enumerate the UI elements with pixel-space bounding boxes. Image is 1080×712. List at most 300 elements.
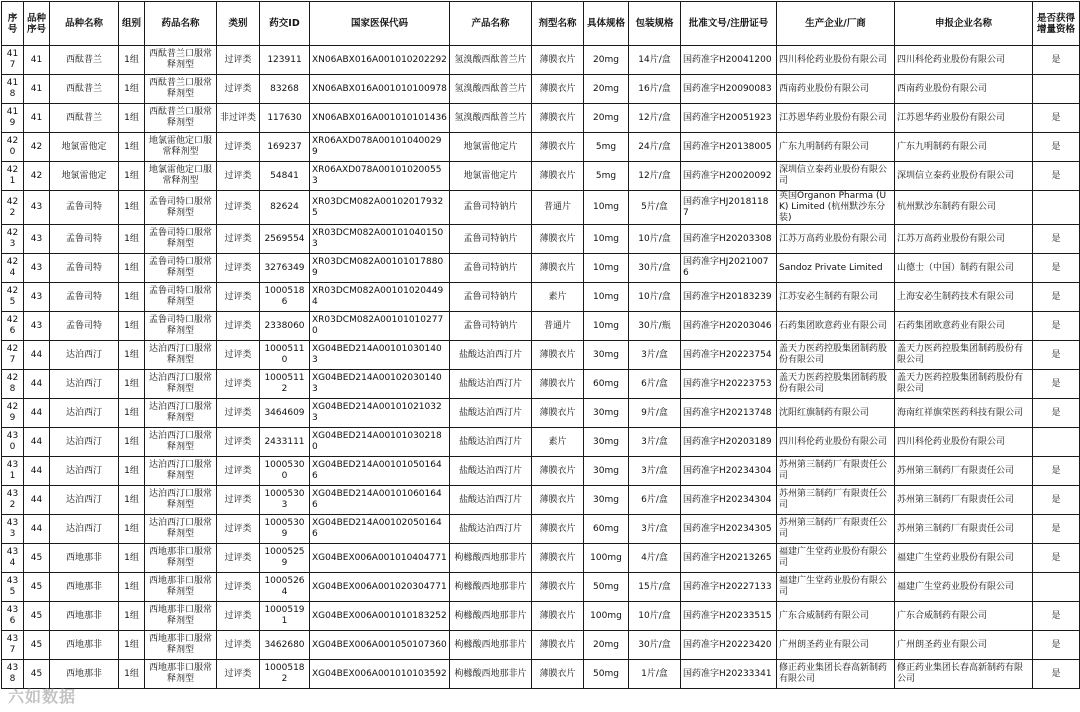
col-applicant-cell: 盖天力医药控股集团制药股份有限公司 [895, 370, 1033, 399]
col-product-name-cell: 孟鲁司特钠片 [450, 191, 532, 225]
col-drug-name-cell: 达泊西汀口服常释剂型 [145, 486, 217, 515]
col-approval-no-cell: 国药准字H20203046 [681, 312, 777, 341]
col-applicant-cell: 山德士（中国）制药有限公司 [895, 254, 1033, 283]
col-group-cell: 1组 [119, 191, 145, 225]
col-applicant-cell: 苏州第三制药厂有限责任公司 [895, 457, 1033, 486]
col-manufacturer-cell: Sandoz Private Limited [777, 254, 895, 283]
col-seq-cell: 422 [2, 191, 24, 225]
col-category-cell: 过评类 [217, 602, 260, 631]
col-package-cell: 30片/盒 [629, 254, 681, 283]
col-approval-no-cell: 国药准字H20213748 [681, 399, 777, 428]
col-drug-name-cell: 孟鲁司特口服常释剂型 [145, 225, 217, 254]
col-drug-name-cell: 地氯雷他定口服常释剂型 [145, 133, 217, 162]
col-variety-seq-cell: 45 [24, 660, 50, 689]
col-insurance-code-cell: XN06ABX016A001010100978 [310, 75, 450, 104]
col-category-cell: 过评类 [217, 399, 260, 428]
col-insurance-code-cell: XG04BEX006A001050107360 [310, 631, 450, 660]
col-group-cell: 1组 [119, 573, 145, 602]
col-insurance-code-cell: XR03DCM082A001010204494 [310, 283, 450, 312]
col-package-cell: 12片/盒 [629, 162, 681, 191]
col-manufacturer-cell: 沈阳红旗制药有限公司 [777, 399, 895, 428]
col-group-cell: 1组 [119, 162, 145, 191]
col-insurance-code-cell: XR03DCM082A001010178809 [310, 254, 450, 283]
col-insurance-code-cell: XG04BED214A001020501646 [310, 515, 450, 544]
col-variety-seq-cell: 41 [24, 75, 50, 104]
col-manufacturer-cell: 苏州第三制药厂有限责任公司 [777, 515, 895, 544]
col-package-cell: 14片/盒 [629, 46, 681, 75]
table-row [2, 312, 1080, 341]
col-product-name-cell: 盐酸达泊西汀片 [450, 370, 532, 399]
col-trade-id-cell: 3464609 [260, 399, 310, 428]
col-strength-cell: 20mg [584, 46, 629, 75]
col-category-cell: 过评类 [217, 370, 260, 399]
col-package-cell: 10片/盒 [629, 283, 681, 312]
col-insurance-code-cell: XG04BED214A001010301403 [310, 341, 450, 370]
header-seq: 序号 [2, 2, 24, 46]
col-applicant-cell: 海南红祥旗荣医药科技有限公司 [895, 399, 1033, 428]
col-drug-name-cell: 达泊西汀口服常释剂型 [145, 399, 217, 428]
col-product-name-cell: 盐酸达泊西汀片 [450, 428, 532, 457]
col-category-cell: 过评类 [217, 75, 260, 104]
col-group-cell: 1组 [119, 515, 145, 544]
col-eligibility-cell: 是 [1033, 660, 1080, 689]
col-package-cell: 4片/盒 [629, 544, 681, 573]
col-applicant-cell: 江苏万高药业股份有限公司 [895, 225, 1033, 254]
col-category-cell: 过评类 [217, 660, 260, 689]
col-dosage-form-cell: 薄膜衣片 [532, 602, 584, 631]
table-row [2, 515, 1080, 544]
col-approval-no-cell: 国药准字H20233515 [681, 602, 777, 631]
col-product-name-cell: 盐酸达泊西汀片 [450, 515, 532, 544]
col-dosage-form-cell: 素片 [532, 428, 584, 457]
col-package-cell: 16片/盒 [629, 75, 681, 104]
col-group-cell: 1组 [119, 312, 145, 341]
col-product-name-cell: 枸橼酸西地那非片 [450, 602, 532, 631]
table-row [2, 75, 1080, 104]
col-manufacturer-cell: 广东合威制药有限公司 [777, 602, 895, 631]
col-manufacturer-cell: 苏州第三制药厂有限责任公司 [777, 457, 895, 486]
col-seq-cell: 428 [2, 370, 24, 399]
col-strength-cell: 50mg [584, 660, 629, 689]
col-package-cell: 3片/盒 [629, 428, 681, 457]
header-category: 类别 [217, 2, 260, 46]
col-variety-seq-cell: 44 [24, 486, 50, 515]
col-insurance-code-cell: XG04BED214A001010601646 [310, 486, 450, 515]
col-category-cell: 过评类 [217, 133, 260, 162]
table-row [2, 370, 1080, 399]
col-approval-no-cell: 国药准字H20020092 [681, 162, 777, 191]
col-group-cell: 1组 [119, 399, 145, 428]
col-seq-cell: 419 [2, 104, 24, 133]
col-group-cell: 1组 [119, 75, 145, 104]
col-variety-name-cell: 孟鲁司特 [50, 191, 119, 225]
col-seq-cell: 435 [2, 573, 24, 602]
col-variety-seq-cell: 44 [24, 457, 50, 486]
col-variety-seq-cell: 43 [24, 283, 50, 312]
col-product-name-cell: 盐酸达泊西汀片 [450, 399, 532, 428]
col-insurance-code-cell: XG04BEX006A001010404771 [310, 544, 450, 573]
col-dosage-form-cell: 薄膜衣片 [532, 370, 584, 399]
col-approval-no-cell: 国药准字H20213265 [681, 544, 777, 573]
col-package-cell: 30片/盒 [629, 631, 681, 660]
col-approval-no-cell: 国药准字HJ20181187 [681, 191, 777, 225]
col-variety-seq-cell: 43 [24, 225, 50, 254]
col-package-cell: 6片/盒 [629, 486, 681, 515]
col-eligibility-cell: 是 [1033, 254, 1080, 283]
col-package-cell: 6片/盒 [629, 370, 681, 399]
col-variety-seq-cell: 41 [24, 104, 50, 133]
header-variety-name: 品种名称 [50, 2, 119, 46]
col-manufacturer-cell: 西南药业股份有限公司 [777, 75, 895, 104]
col-variety-seq-cell: 44 [24, 428, 50, 457]
col-eligibility-cell [1033, 428, 1080, 457]
col-drug-name-cell: 达泊西汀口服常释剂型 [145, 515, 217, 544]
col-manufacturer-cell: 修正药业集团长春高新制药有限公司 [777, 660, 895, 689]
col-approval-no-cell: 国药准字H20233341 [681, 660, 777, 689]
col-insurance-code-cell: XG04BED214A001010302180 [310, 428, 450, 457]
header-group: 组别 [119, 2, 145, 46]
col-product-name-cell: 孟鲁司特钠片 [450, 254, 532, 283]
col-variety-name-cell: 西地那非 [50, 544, 119, 573]
col-applicant-cell: 深圳信立泰药业股份有限公司 [895, 162, 1033, 191]
table-row [2, 133, 1080, 162]
col-strength-cell: 10mg [584, 225, 629, 254]
header-applicant: 申报企业名称 [895, 2, 1033, 46]
col-group-cell: 1组 [119, 254, 145, 283]
col-variety-seq-cell: 41 [24, 46, 50, 75]
col-category-cell: 过评类 [217, 254, 260, 283]
col-manufacturer-cell: 江苏恩华药业股份有限公司 [777, 104, 895, 133]
col-drug-name-cell: 地氯雷他定口服常释剂型 [145, 162, 217, 191]
header-product-name: 产品名称 [450, 2, 532, 46]
header-trade-id: 药交ID [260, 2, 310, 46]
col-manufacturer-cell: 深圳信立泰药业股份有限公司 [777, 162, 895, 191]
col-category-cell: 过评类 [217, 312, 260, 341]
col-applicant-cell: 江苏恩华药业股份有限公司 [895, 104, 1033, 133]
col-approval-no-cell: 国药准字H20227133 [681, 573, 777, 602]
col-seq-cell: 421 [2, 162, 24, 191]
col-category-cell: 过评类 [217, 341, 260, 370]
col-strength-cell: 20mg [584, 104, 629, 133]
col-dosage-form-cell: 薄膜衣片 [532, 162, 584, 191]
col-strength-cell: 100mg [584, 602, 629, 631]
col-package-cell: 30片/瓶 [629, 312, 681, 341]
col-dosage-form-cell: 薄膜衣片 [532, 254, 584, 283]
col-product-name-cell: 枸橼酸西地那非片 [450, 573, 532, 602]
col-package-cell: 5片/盒 [629, 191, 681, 225]
col-product-name-cell: 盐酸达泊西汀片 [450, 341, 532, 370]
table-row [2, 486, 1080, 515]
col-eligibility-cell: 是 [1033, 515, 1080, 544]
col-strength-cell: 10mg [584, 191, 629, 225]
col-product-name-cell: 枸橼酸西地那非片 [450, 544, 532, 573]
col-strength-cell: 30mg [584, 428, 629, 457]
col-applicant-cell: 广东九明制药有限公司 [895, 133, 1033, 162]
col-dosage-form-cell: 薄膜衣片 [532, 46, 584, 75]
col-product-name-cell: 氢溴酸西酞普兰片 [450, 75, 532, 104]
col-category-cell: 过评类 [217, 46, 260, 75]
table-row [2, 660, 1080, 689]
header-drug-name: 药品名称 [145, 2, 217, 46]
col-drug-name-cell: 西酞普兰口服常释剂型 [145, 75, 217, 104]
table-row [2, 104, 1080, 133]
table-body [2, 46, 1080, 689]
col-dosage-form-cell: 薄膜衣片 [532, 225, 584, 254]
col-variety-name-cell: 孟鲁司特 [50, 225, 119, 254]
col-insurance-code-cell: XG04BED214A001010501646 [310, 457, 450, 486]
col-group-cell: 1组 [119, 225, 145, 254]
header-approval-no: 批准文号/注册证号 [681, 2, 777, 46]
col-applicant-cell: 苏州第三制药厂有限责任公司 [895, 486, 1033, 515]
col-product-name-cell: 枸橼酸西地那非片 [450, 660, 532, 689]
col-trade-id-cell: 10005303 [260, 486, 310, 515]
col-insurance-code-cell: XG04BEX006A001010103592 [310, 660, 450, 689]
col-strength-cell: 30mg [584, 457, 629, 486]
col-trade-id-cell: 10005191 [260, 602, 310, 631]
col-variety-seq-cell: 44 [24, 370, 50, 399]
col-approval-no-cell: 国药准字H20223420 [681, 631, 777, 660]
col-strength-cell: 50mg [584, 573, 629, 602]
col-variety-name-cell: 西酞普兰 [50, 46, 119, 75]
header-dosage-form: 剂型名称 [532, 2, 584, 46]
table-row [2, 544, 1080, 573]
col-applicant-cell: 四川科伦药业股份有限公司 [895, 46, 1033, 75]
col-eligibility-cell: 是 [1033, 225, 1080, 254]
col-manufacturer-cell: 江苏安必生制药有限公司 [777, 283, 895, 312]
col-applicant-cell: 福建广生堂药业股份有限公司 [895, 544, 1033, 573]
col-applicant-cell: 广州朗圣药业有限公司 [895, 631, 1033, 660]
col-trade-id-cell: 10005110 [260, 341, 310, 370]
col-variety-seq-cell: 44 [24, 515, 50, 544]
col-strength-cell: 5mg [584, 133, 629, 162]
col-variety-name-cell: 孟鲁司特 [50, 312, 119, 341]
col-insurance-code-cell: XG04BEX006A001020304771 [310, 573, 450, 602]
col-trade-id-cell: 10005259 [260, 544, 310, 573]
col-group-cell: 1组 [119, 486, 145, 515]
table-row [2, 602, 1080, 631]
col-dosage-form-cell: 薄膜衣片 [532, 133, 584, 162]
header-row [2, 2, 1080, 46]
col-trade-id-cell: 169237 [260, 133, 310, 162]
col-trade-id-cell: 10005264 [260, 573, 310, 602]
col-approval-no-cell: 国药准字H20234304 [681, 486, 777, 515]
col-package-cell: 10片/盒 [629, 602, 681, 631]
col-variety-seq-cell: 43 [24, 312, 50, 341]
col-eligibility-cell: 是 [1033, 46, 1080, 75]
col-group-cell: 1组 [119, 133, 145, 162]
col-variety-name-cell: 西地那非 [50, 573, 119, 602]
col-eligibility-cell: 是 [1033, 631, 1080, 660]
col-variety-name-cell: 西地那非 [50, 660, 119, 689]
col-drug-name-cell: 孟鲁司特口服常释剂型 [145, 191, 217, 225]
col-approval-no-cell: 国药准字HJ20210076 [681, 254, 777, 283]
col-strength-cell: 5mg [584, 162, 629, 191]
col-category-cell: 过评类 [217, 191, 260, 225]
col-variety-name-cell: 达泊西汀 [50, 457, 119, 486]
col-package-cell: 24片/盒 [629, 133, 681, 162]
col-strength-cell: 30mg [584, 486, 629, 515]
col-variety-seq-cell: 43 [24, 191, 50, 225]
col-group-cell: 1组 [119, 283, 145, 312]
col-dosage-form-cell: 薄膜衣片 [532, 515, 584, 544]
col-variety-seq-cell: 42 [24, 133, 50, 162]
col-dosage-form-cell: 素片 [532, 283, 584, 312]
col-product-name-cell: 枸橼酸西地那非片 [450, 631, 532, 660]
col-variety-name-cell: 达泊西汀 [50, 341, 119, 370]
col-approval-no-cell: 国药准字H20234305 [681, 515, 777, 544]
col-category-cell: 过评类 [217, 457, 260, 486]
col-package-cell: 9片/盒 [629, 399, 681, 428]
col-approval-no-cell: 国药准字H20234304 [681, 457, 777, 486]
col-group-cell: 1组 [119, 631, 145, 660]
table-row [2, 283, 1080, 312]
col-eligibility-cell: 是 [1033, 283, 1080, 312]
col-eligibility-cell: 是 [1033, 370, 1080, 399]
col-variety-name-cell: 地氯雷他定 [50, 133, 119, 162]
col-eligibility-cell: 是 [1033, 162, 1080, 191]
col-approval-no-cell: 国药准字H20203189 [681, 428, 777, 457]
header-variety-seq: 品种序号 [24, 2, 50, 46]
col-drug-name-cell: 西地那非口服常释剂型 [145, 573, 217, 602]
col-group-cell: 1组 [119, 46, 145, 75]
col-variety-name-cell: 达泊西汀 [50, 428, 119, 457]
col-manufacturer-cell: 盖天力医药控股集团制药股份有限公司 [777, 370, 895, 399]
col-insurance-code-cell: XG04BED214A001020301403 [310, 370, 450, 399]
col-drug-name-cell: 孟鲁司特口服常释剂型 [145, 312, 217, 341]
col-approval-no-cell: 国药准字H20203308 [681, 225, 777, 254]
col-variety-seq-cell: 45 [24, 631, 50, 660]
col-eligibility-cell: 是 [1033, 399, 1080, 428]
col-eligibility-cell: 是 [1033, 602, 1080, 631]
col-eligibility-cell: 是 [1033, 457, 1080, 486]
col-trade-id-cell: 83268 [260, 75, 310, 104]
col-category-cell: 过评类 [217, 283, 260, 312]
col-seq-cell: 424 [2, 254, 24, 283]
col-package-cell: 1片/盒 [629, 660, 681, 689]
col-seq-cell: 420 [2, 133, 24, 162]
col-manufacturer-cell: 江苏万高药业股份有限公司 [777, 225, 895, 254]
table-row [2, 341, 1080, 370]
col-applicant-cell: 修正药业集团长春高新制药有限公司 [895, 660, 1033, 689]
col-applicant-cell: 广东合威制药有限公司 [895, 602, 1033, 631]
col-category-cell: 过评类 [217, 631, 260, 660]
col-category-cell: 过评类 [217, 486, 260, 515]
col-insurance-code-cell: XN06ABX016A001010202292 [310, 46, 450, 75]
col-dosage-form-cell: 薄膜衣片 [532, 660, 584, 689]
col-insurance-code-cell: XG04BED214A001010210323 [310, 399, 450, 428]
col-dosage-form-cell: 薄膜衣片 [532, 341, 584, 370]
col-trade-id-cell: 10005112 [260, 370, 310, 399]
col-trade-id-cell: 2569554 [260, 225, 310, 254]
col-variety-seq-cell: 44 [24, 399, 50, 428]
col-dosage-form-cell: 薄膜衣片 [532, 75, 584, 104]
col-seq-cell: 431 [2, 457, 24, 486]
col-manufacturer-cell: 盖天力医药控股集团制药股份有限公司 [777, 341, 895, 370]
col-dosage-form-cell: 薄膜衣片 [532, 631, 584, 660]
col-group-cell: 1组 [119, 544, 145, 573]
col-group-cell: 1组 [119, 428, 145, 457]
col-package-cell: 12片/盒 [629, 104, 681, 133]
col-eligibility-cell [1033, 573, 1080, 602]
col-category-cell: 过评类 [217, 162, 260, 191]
col-seq-cell: 430 [2, 428, 24, 457]
col-variety-name-cell: 西地那非 [50, 602, 119, 631]
col-seq-cell: 427 [2, 341, 24, 370]
col-category-cell: 过评类 [217, 544, 260, 573]
col-seq-cell: 425 [2, 283, 24, 312]
col-trade-id-cell: 3462680 [260, 631, 310, 660]
col-drug-name-cell: 西地那非口服常释剂型 [145, 602, 217, 631]
col-strength-cell: 20mg [584, 631, 629, 660]
col-drug-name-cell: 孟鲁司特口服常释剂型 [145, 254, 217, 283]
table-row [2, 631, 1080, 660]
col-approval-no-cell: 国药准字H20041200 [681, 46, 777, 75]
col-trade-id-cell: 123911 [260, 46, 310, 75]
col-manufacturer-cell: 福建广生堂药业股份有限公司 [777, 573, 895, 602]
col-insurance-code-cell: XR03DCM082A001010401503 [310, 225, 450, 254]
col-drug-name-cell: 孟鲁司特口服常释剂型 [145, 283, 217, 312]
col-manufacturer-cell: 福建广生堂药业股份有限公司 [777, 544, 895, 573]
col-dosage-form-cell: 普通片 [532, 191, 584, 225]
col-applicant-cell: 石药集团欧意药业有限公司 [895, 312, 1033, 341]
col-product-name-cell: 孟鲁司特钠片 [450, 225, 532, 254]
col-product-name-cell: 氢溴酸西酞普兰片 [450, 46, 532, 75]
col-group-cell: 1组 [119, 341, 145, 370]
col-product-name-cell: 地氯雷他定片 [450, 162, 532, 191]
watermark-logo: 六如数据 [8, 687, 77, 706]
col-trade-id-cell: 117630 [260, 104, 310, 133]
col-variety-seq-cell: 44 [24, 341, 50, 370]
col-strength-cell: 10mg [584, 312, 629, 341]
col-drug-name-cell: 达泊西汀口服常释剂型 [145, 370, 217, 399]
col-dosage-form-cell: 薄膜衣片 [532, 486, 584, 515]
col-strength-cell: 30mg [584, 341, 629, 370]
col-product-name-cell: 孟鲁司特钠片 [450, 283, 532, 312]
col-variety-name-cell: 达泊西汀 [50, 399, 119, 428]
col-group-cell: 1组 [119, 457, 145, 486]
col-variety-name-cell: 孟鲁司特 [50, 283, 119, 312]
col-eligibility-cell: 是 [1033, 341, 1080, 370]
col-eligibility-cell: 是 [1033, 312, 1080, 341]
col-variety-name-cell: 达泊西汀 [50, 515, 119, 544]
col-variety-seq-cell: 45 [24, 544, 50, 573]
col-category-cell: 过评类 [217, 428, 260, 457]
col-package-cell: 15片/盒 [629, 573, 681, 602]
col-insurance-code-cell: XN06ABX016A001010101436 [310, 104, 450, 133]
col-trade-id-cell: 3276349 [260, 254, 310, 283]
col-dosage-form-cell: 普通片 [532, 312, 584, 341]
col-group-cell: 1组 [119, 602, 145, 631]
col-applicant-cell: 西南药业股份有限公司 [895, 75, 1033, 104]
col-dosage-form-cell: 薄膜衣片 [532, 457, 584, 486]
col-product-name-cell: 地氯雷他定片 [450, 133, 532, 162]
col-category-cell: 过评类 [217, 515, 260, 544]
col-seq-cell: 426 [2, 312, 24, 341]
col-product-name-cell: 盐酸达泊西汀片 [450, 486, 532, 515]
header-strength: 具体规格 [584, 2, 629, 46]
col-trade-id-cell: 10005309 [260, 515, 310, 544]
col-seq-cell: 433 [2, 515, 24, 544]
col-insurance-code-cell: XR06AXD078A001010400299 [310, 133, 450, 162]
col-group-cell: 1组 [119, 104, 145, 133]
col-dosage-form-cell: 薄膜衣片 [532, 399, 584, 428]
col-trade-id-cell: 2433111 [260, 428, 310, 457]
col-dosage-form-cell: 薄膜衣片 [532, 573, 584, 602]
col-package-cell: 3片/盒 [629, 341, 681, 370]
table-row [2, 457, 1080, 486]
table-row [2, 225, 1080, 254]
col-applicant-cell: 四川科伦药业股份有限公司 [895, 428, 1033, 457]
